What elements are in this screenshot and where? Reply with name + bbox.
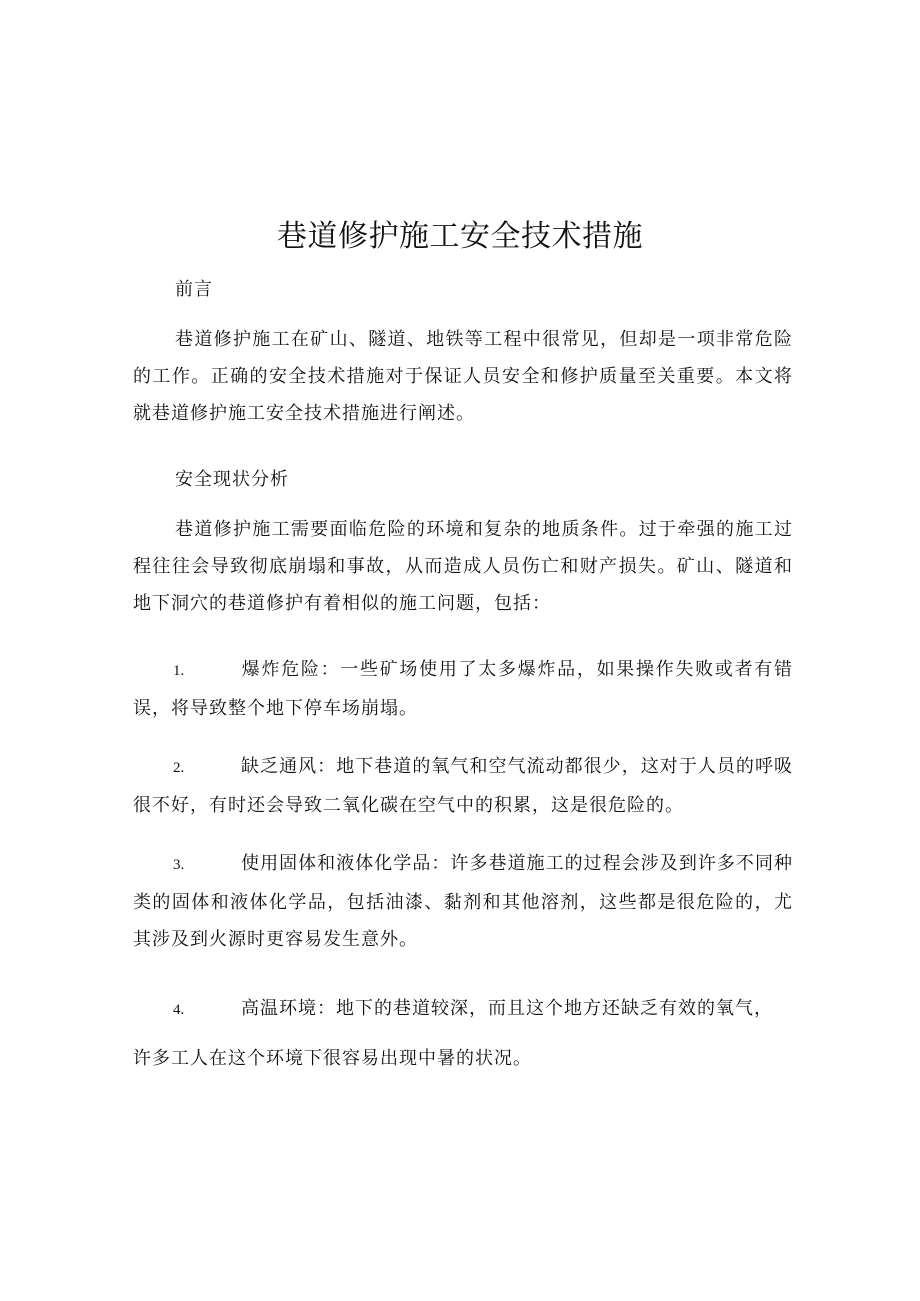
- list-number: 4.: [173, 1002, 185, 1018]
- list-number: 2.: [173, 760, 185, 776]
- list-number: 1.: [173, 663, 185, 679]
- preface-paragraph: 巷道修护施工在矿山、隧道、地铁等工程中很常见，但却是一项非常危险的工作。正确的安全技术措施对于保证人员安全和修护质量至关重要。本文将就巷道修护施工安全技术措施进行阐述。: [133, 329, 793, 424]
- list-item-3: [133, 845, 793, 958]
- list-number: 3.: [173, 857, 185, 873]
- list-item-2: [133, 748, 793, 824]
- document-title: 巷道修护施工安全技术措施: [277, 219, 643, 254]
- list-text: 高温环境：地下的巷道较深，而且这个地方还缺乏有效的氧气，: [241, 998, 773, 1019]
- list-item-1: [133, 651, 793, 727]
- list-text: 使用固体和液体化学品：许多巷道施工的过程会涉及到许多不同种类的固体和液体化学品，包括油漆、黏剂和其他溶剂，这些都是很危险的，尤其涉及到火源时更容易发生意外。: [133, 853, 793, 950]
- preface-heading: 前言: [175, 279, 213, 300]
- list-text: 爆炸危险：一些矿场使用了太多爆炸品，如果操作失败或者有错误，将导致整个地下停车场崩塌。: [133, 659, 793, 719]
- list-text: 缺乏通风：地下巷道的氧气和空气流动都很少，这对于人员的呼吸很不好，有时还会导致二氧化碳在空气中的积累，这是很危险的。: [133, 756, 793, 816]
- list-text-continued: 许多工人在这个环境下很容易出现中暑的状况。: [133, 1048, 532, 1069]
- analysis-paragraph: 巷道修护施工需要面临危险的环境和复杂的地质条件。过于牵强的施工过程往往会导致彻底崩塌和事故，从而造成人员伤亡和财产损失。矿山、隧道和地下洞穴的巷道修护有着相似的施工问题，包括：: [133, 519, 793, 614]
- analysis-heading: 安全现状分析: [175, 469, 289, 490]
- list-item-4: [133, 990, 793, 1077]
